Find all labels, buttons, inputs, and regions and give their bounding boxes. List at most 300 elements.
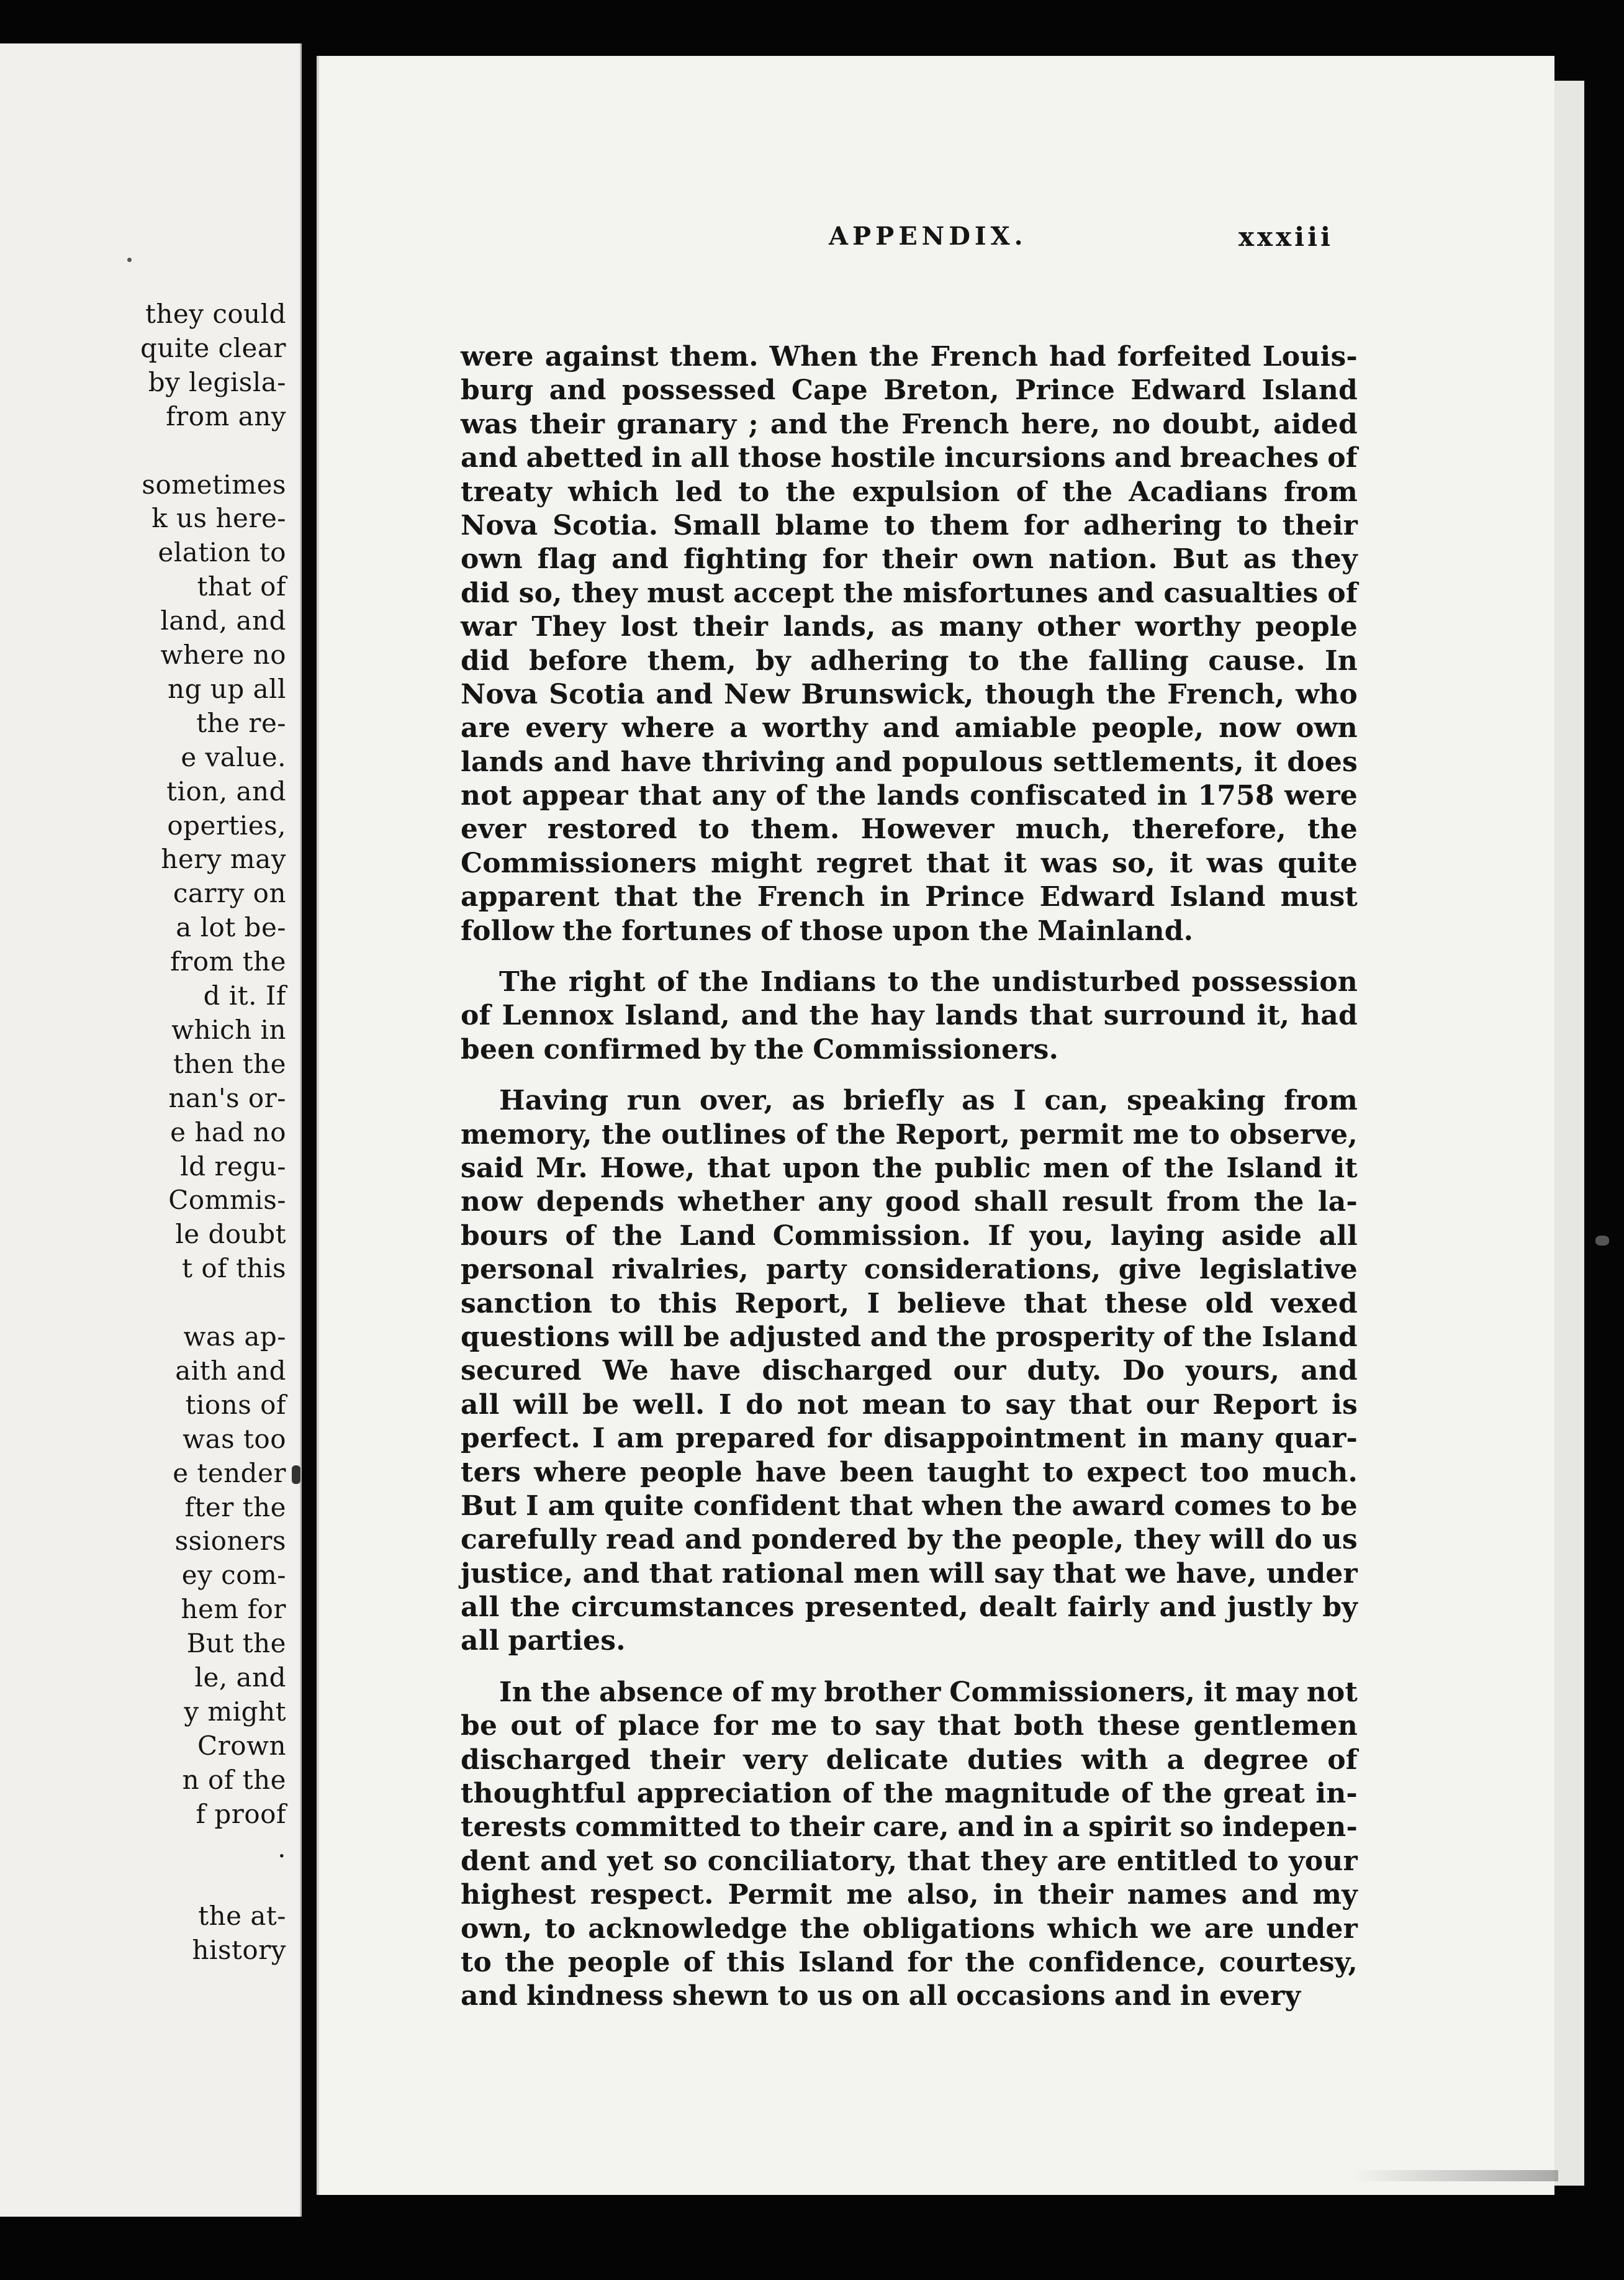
word: quite [604,1490,684,1522]
word: that [849,1490,913,1522]
word: Louis- [1262,341,1358,373]
text-line [461,645,1358,678]
word: burg [461,374,534,407]
word: to [887,966,919,998]
word: to [461,1946,492,1978]
word: me [846,1879,893,1911]
word: much. [1262,1456,1358,1488]
word: the [800,1912,850,1945]
word: to [1237,509,1268,541]
word: the [692,881,742,913]
word: the [1106,678,1157,710]
word: say [1005,1388,1055,1421]
word: the [872,1152,923,1184]
left-page-line: Crown [197,1730,286,1761]
word: both [1014,1710,1085,1742]
word: believe [897,1287,1006,1319]
word: Having [499,1085,609,1117]
word: follow [461,915,554,947]
word: your [1288,1845,1358,1877]
word: out [510,1710,562,1742]
word: breaches [1180,442,1319,474]
word: must [1280,881,1358,913]
word: so, [518,577,562,609]
word: briefly [843,1085,944,1117]
word: Edward [1130,374,1247,407]
word: was [461,408,518,440]
word: of [1121,1152,1152,1184]
text-line [461,374,1358,407]
text-line [461,1152,1358,1185]
word: to [968,645,999,677]
word: Do [1122,1355,1165,1387]
word: do [746,1388,783,1421]
word: Island [1226,1152,1322,1184]
word: absence [599,1676,724,1708]
left-page-line: was ap- [183,1321,286,1352]
word: of [574,1710,605,1742]
word: appreciation [636,1778,832,1810]
word: the [883,1778,934,1810]
page-bottom-shadow [1353,2170,1558,2181]
word: all [461,1625,500,1657]
word: their [529,408,605,440]
word: all [1319,1219,1358,1252]
text-line [461,1557,1358,1591]
word: say [875,1710,924,1742]
word: in [1180,1980,1211,2012]
text-line [461,1523,1358,1557]
left-page-line: they could [145,299,286,329]
left-page-line: the at- [198,1901,286,1932]
left-page-line: hery may [161,844,286,875]
word: of [796,1118,826,1151]
word: Scotia. [553,509,659,541]
word: and [1114,1980,1171,2012]
word: give [1118,1254,1182,1286]
text-line [461,1321,1358,1354]
word: are [1057,1845,1107,1877]
word: it, [1256,1000,1290,1032]
word: of [1327,577,1358,609]
word: Island [1261,1321,1358,1353]
text-line [461,1456,1358,1490]
word: the [1012,1490,1063,1522]
word: respect. [590,1879,714,1911]
word: dealt [979,1591,1057,1624]
word: their [789,1811,865,1843]
word: Commissioners [461,847,697,879]
word: In [1325,645,1358,677]
word: it [1253,746,1278,778]
word: on [861,1980,900,2012]
word: their [882,543,957,576]
word: confident [693,1490,841,1522]
word: and [540,1845,597,1877]
word: of [657,966,687,998]
word: incursions [944,442,1106,474]
running-header [0,222,1624,259]
word: and [1159,1591,1217,1624]
left-page-line: tion, and [166,776,286,807]
text-line [461,746,1358,779]
word: Commissioners. [813,1033,1059,1065]
word: own [1296,712,1358,744]
word: rivalries, [611,1254,749,1286]
text-line [461,340,1358,374]
word: the [785,476,836,508]
word: so [663,1845,698,1877]
word: possessed [621,374,776,407]
word: the [816,780,867,812]
word: to [831,1710,862,1742]
word: which [1047,1912,1139,1945]
word: as [1243,543,1277,576]
word: casualties [1163,577,1319,609]
word: Commission. [772,1219,971,1252]
word: the [839,408,890,440]
word: that [649,1557,713,1590]
word: of [1016,476,1047,508]
text-line [461,712,1358,745]
running-title: APPENDIX. [829,222,1027,251]
word: public [934,1152,1031,1184]
left-page-line: k us here- [151,503,286,534]
word: result [1062,1186,1153,1218]
word: acknowledge [588,1912,788,1945]
word: of [760,915,791,947]
word: much, [1015,813,1111,846]
paragraph-gap [461,1067,1358,1084]
text-line [461,577,1358,610]
text-line [461,1033,1358,1067]
word: which [568,476,659,508]
word: it [1203,1676,1227,1708]
word: own, [461,1912,533,1945]
word: many [939,611,1022,643]
text-line [461,678,1358,712]
word: me [1132,1118,1180,1151]
left-page-line: was too [183,1423,286,1454]
word: the [952,1524,1003,1556]
word: sanction [461,1287,593,1319]
text-line [461,610,1358,644]
word: in [880,881,911,913]
word: too [1199,1456,1250,1488]
word: When [769,341,858,373]
left-page-line: operties, [167,810,286,841]
word: ters [461,1456,521,1488]
word: settlements, [1053,746,1244,778]
word: Land [679,1219,756,1252]
left-page-line: aith and [175,1355,286,1386]
word: adhering [1083,509,1222,541]
text-line [461,1287,1358,1321]
left-page-line: carry on [173,878,286,909]
word: their [692,611,769,643]
word: any [818,1186,872,1218]
word: I [592,1423,605,1455]
word: doubt, [1162,408,1262,440]
word: the [843,577,894,609]
word: of [683,1946,714,1978]
word: If [988,1219,1013,1252]
word: had [1301,1000,1358,1032]
word: the [754,1033,805,1065]
word: names [1127,1879,1227,1911]
word: shall [973,1186,1049,1218]
left-page-line: from the [170,946,286,977]
word: justly [1227,1591,1312,1624]
word: and [882,712,940,744]
word: us [817,1980,853,2012]
word: they [980,1845,1047,1877]
text-line [461,1185,1358,1219]
word: and [656,678,713,710]
word: possession [1191,966,1358,998]
word: and [611,543,669,576]
word: permit [1019,1118,1124,1151]
word: will [619,1321,674,1353]
word: Brunswick, [801,678,974,710]
word: award [1071,1490,1165,1522]
word: here, [1021,408,1101,440]
word: upon [782,1152,860,1184]
word: now [1219,712,1281,744]
word: right [568,966,646,998]
left-page-line: . [277,1832,286,1863]
word: But [461,1490,517,1522]
word: and [549,374,607,407]
body-text [461,340,1358,2014]
text-line [461,1946,1358,1979]
word: laying [1110,1219,1205,1252]
word: fighting [683,543,808,576]
word: all [461,1388,500,1421]
word: flag [537,543,597,576]
word: Prince [1015,374,1116,407]
word: party [766,1254,847,1286]
text-line [461,1219,1358,1253]
word: the [698,966,749,998]
word: obligations [862,1912,1035,1945]
word: have, [1176,1557,1257,1590]
word: of [1327,442,1358,474]
word: other [1037,611,1121,643]
word: Indians [760,966,877,998]
word: appear [521,780,628,812]
left-page-line: fter the [184,1491,286,1522]
word: it [1003,847,1027,879]
word: to [1042,1456,1074,1488]
word: granary [616,408,737,440]
word: ever [461,813,526,846]
word: in [1157,780,1188,812]
word: very [743,1744,808,1776]
word: taught [927,1456,1030,1488]
word: be [461,1710,498,1742]
word: read [606,1524,675,1556]
left-page-line: e tender [173,1457,286,1488]
word: of [565,1219,595,1252]
word: they [571,577,638,609]
word: were [461,341,534,373]
word: the [868,341,919,373]
binding-mark [292,1465,300,1484]
word: in [1023,1811,1054,1843]
word: every [1219,1980,1301,2012]
word: own [461,543,523,576]
word: secured [461,1355,582,1387]
word: perfect. [461,1423,580,1455]
word: outlines [661,1118,787,1151]
word: all [690,442,729,474]
word: lands [877,780,960,812]
word: the [510,1591,561,1624]
word: whether [678,1186,805,1218]
word: the [1202,1321,1253,1353]
word: discharged [762,1355,932,1387]
word: that [1068,1388,1132,1421]
word: led [675,476,723,508]
word: and [835,746,893,778]
word: a [729,712,748,744]
word: circumstances [571,1591,795,1624]
word: and [741,1000,798,1032]
word: Small [672,509,761,541]
word: I [1013,1085,1026,1117]
word: Cape [791,374,868,407]
word: worthy [1135,611,1240,643]
word: in [1137,1423,1168,1455]
word: over, [699,1085,774,1117]
word: of [1327,1744,1358,1776]
word: them. [751,813,840,846]
word: brother [824,1676,941,1708]
word: speaking [1127,1085,1266,1117]
word: lands [461,746,544,778]
word: regret [816,847,913,879]
word: surround [1103,1000,1246,1032]
left-page-line: a lot be- [176,912,286,943]
word: for [907,1946,952,1978]
word: of [842,1778,873,1810]
left-page-line: But the [186,1628,286,1659]
word: by [710,1033,746,1065]
word: every [525,712,607,744]
text-line [461,1253,1358,1287]
word: is [1332,1388,1358,1421]
word: undisturbed [991,966,1181,998]
word: the [562,915,613,947]
word: that [1029,1000,1093,1032]
word: confiscated [970,780,1147,812]
left-page-line: d it. If [203,980,286,1011]
word: any [711,780,766,812]
word: to [1188,1118,1220,1151]
word: depends [536,1186,665,1218]
text-line [461,1845,1358,1878]
left-page-line: ng up all [168,673,286,704]
word: In [499,1676,532,1708]
word: yours, [1185,1355,1280,1387]
word: confidence, [1028,1946,1207,1978]
word: from [1284,476,1358,508]
word: in- [1315,1778,1358,1810]
word: questions [461,1321,610,1353]
text-line [461,476,1358,509]
word: these [1104,1287,1188,1319]
word: therefore, [1132,813,1286,846]
left-page-line: ld regu- [180,1151,286,1182]
word: their [1282,509,1358,541]
word: to [749,1811,781,1843]
word: committed [575,1811,741,1843]
word: as [962,1085,995,1117]
word: expulsion [852,476,1000,508]
word: with [1081,1744,1148,1776]
word: to [777,1980,809,2012]
ink-smudge [1595,1236,1609,1246]
word: to [610,1287,641,1319]
left-page-line: land, and [160,605,286,636]
word: run [626,1085,682,1117]
word: great [1223,1778,1305,1810]
word: under [1266,1557,1358,1590]
word: against [544,341,659,373]
word: their [649,1744,725,1776]
word: a [1062,1811,1080,1843]
paragraph [461,966,1358,1067]
word: vexed [1271,1287,1358,1319]
word: the [836,1118,886,1151]
word: adhering [810,645,949,677]
word: Scotia [549,678,645,710]
word: people [567,1946,670,1978]
word: those [799,915,884,947]
word: French [930,341,1039,373]
word: falling [1088,645,1189,677]
word: observe, [1229,1118,1358,1151]
left-page-line: elation to [158,537,286,568]
text-line [461,543,1358,576]
word: Breton, [883,374,999,407]
word: the [936,1321,987,1353]
word: did [461,577,510,609]
word: justice, [461,1557,574,1590]
word: did [461,645,510,677]
word: for [827,1423,872,1455]
text-line [461,1676,1358,1709]
word: forfeited [1117,341,1252,373]
word: comes [1174,1490,1271,1522]
word: fairly [1067,1591,1149,1624]
left-page-line: e value. [181,741,286,772]
word: when [922,1490,1003,1522]
text-line [461,1624,1358,1658]
word: spirit [1088,1811,1171,1843]
word: in [993,1879,1024,1911]
text-line [461,1744,1358,1777]
word: where [621,712,715,744]
word: as [792,1085,826,1117]
word: disappointment [883,1423,1126,1455]
left-page-line: sometimes [142,469,286,500]
left-page-line: y might [184,1696,286,1727]
word: misfortunes [903,577,1088,609]
word: duties [967,1744,1063,1776]
word: courtesy, [1219,1946,1358,1978]
